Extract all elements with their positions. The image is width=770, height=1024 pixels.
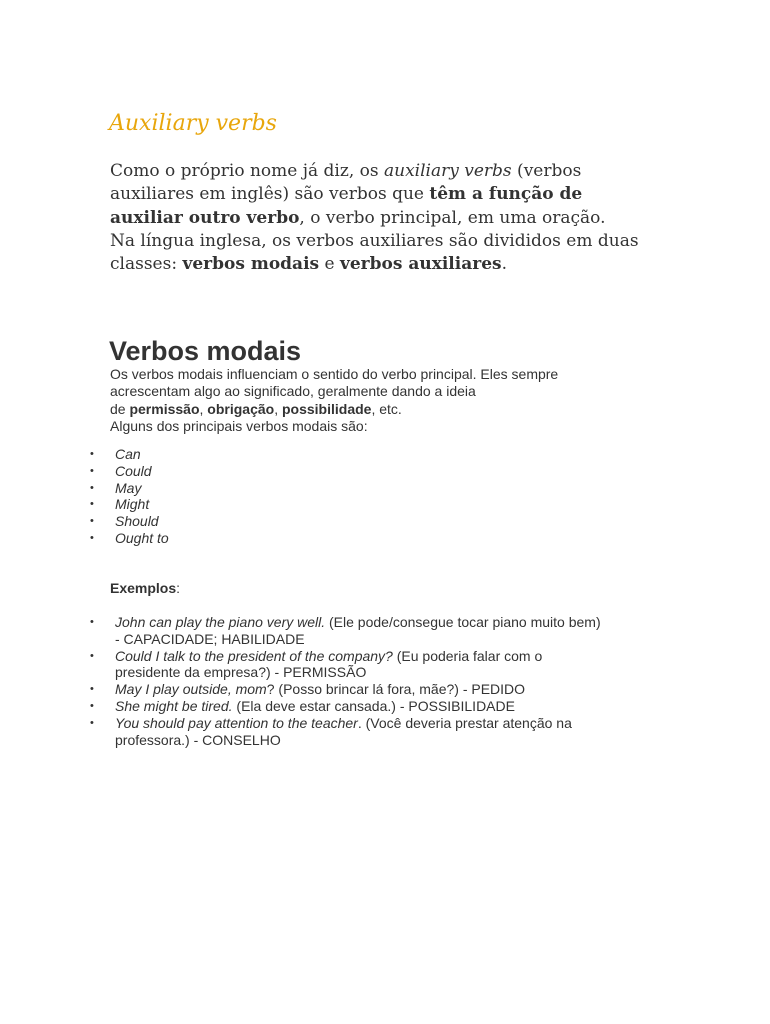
example-line <box>115 648 700 665</box>
exemplos-heading <box>110 580 180 597</box>
modais-bold: possibilidade <box>281 400 372 417</box>
intro-text: classes: <box>110 254 183 275</box>
verb-label: Can <box>115 446 141 462</box>
intro-text: auxiliares em inglês) são verbos que <box>110 184 430 205</box>
example-line: professora.) - CONSELHO <box>115 731 281 748</box>
bullet-icon: • <box>90 481 94 494</box>
bullet-icon: • <box>90 616 94 628</box>
modais-text: , <box>274 400 282 417</box>
example-translation: (Eu poderia falar com o <box>392 647 543 664</box>
modais-line-2: acrescentam algo ao significado, geralmente dando a ideia <box>110 383 476 400</box>
intro-line-4: Na língua inglesa, os verbos auxiliares são divididos em duas <box>110 230 639 251</box>
modais-bold: permissão <box>129 400 200 417</box>
examples-list <box>0 614 700 748</box>
bullet-icon: • <box>90 448 94 460</box>
exemplos-label: Exemplos <box>110 580 177 596</box>
example-english: She might be tired. <box>115 697 233 714</box>
modal-verbs-list <box>0 446 169 547</box>
bullet-icon: • <box>90 649 94 662</box>
intro-text: . <box>501 254 507 275</box>
intro-emphasis: auxiliary verbs <box>384 161 512 181</box>
bullet-icon: • <box>90 464 94 477</box>
intro-text: e <box>319 254 340 275</box>
modais-text: de <box>110 400 130 417</box>
list-item <box>0 698 700 715</box>
intro-line-2 <box>110 183 750 206</box>
example-english: Could I talk to the president of the company? <box>115 647 393 664</box>
modais-line-1: Os verbos modais influenciam o sentido do verbo principal. Eles sempre <box>110 366 559 382</box>
bullet-icon: • <box>90 515 94 528</box>
bullet-icon: • <box>90 716 94 729</box>
modais-description <box>110 366 730 435</box>
intro-text: , o verbo principal, em uma oração. <box>299 207 606 228</box>
list-item <box>0 496 169 513</box>
intro-bold: auxiliar outro verbo <box>110 207 300 228</box>
intro-bold: verbos auxiliares <box>339 254 502 275</box>
intro-text: Como o próprio nome já diz, os <box>110 161 384 181</box>
example-line <box>115 698 700 715</box>
intro-bold: têm a função de <box>429 184 583 205</box>
intro-bold: verbos modais <box>182 254 320 275</box>
verb-label: Might <box>115 496 150 513</box>
list-item <box>0 614 700 648</box>
verb-label: Could <box>115 462 152 479</box>
exemplos-colon: : <box>176 580 181 596</box>
modais-bold: obrigação <box>207 400 275 417</box>
list-item <box>0 681 700 698</box>
bullet-icon: • <box>90 699 94 712</box>
intro-text: (verbos <box>511 161 582 181</box>
example-line <box>115 614 700 631</box>
intro-line-5 <box>110 253 750 276</box>
bullet-icon: • <box>90 498 94 511</box>
list-item <box>0 715 700 749</box>
list-item <box>0 648 700 682</box>
example-line: - CAPACIDADE; HABILIDADE <box>115 630 305 647</box>
intro-line-1 <box>110 160 750 183</box>
modais-text: , <box>199 400 208 417</box>
example-translation: (Ele pode/consegue tocar piano muito bem) <box>325 614 601 630</box>
example-english: You should pay attention to the teacher <box>115 714 358 731</box>
example-line <box>115 715 700 732</box>
verb-label: Ought to <box>115 529 169 546</box>
list-item <box>0 463 169 480</box>
bullet-icon: • <box>90 683 94 696</box>
list-item <box>0 480 169 497</box>
list-item <box>0 513 169 530</box>
intro-paragraph <box>110 160 750 276</box>
example-translation: . (Você deveria prestar atenção na <box>357 714 572 731</box>
example-translation: (Ela deve estar cansada.) - POSSIBILIDADE <box>232 697 515 714</box>
bullet-icon: • <box>90 531 94 544</box>
page-title: Auxiliary verbs <box>109 111 277 136</box>
list-item <box>0 530 169 547</box>
verb-label: May <box>115 479 142 496</box>
example-english: John can play the piano very well. <box>115 614 326 630</box>
section-heading-modais: Verbos modais <box>109 336 302 366</box>
example-line <box>115 681 700 698</box>
list-item <box>0 446 169 463</box>
example-line: presidente da empresa?) - PERMISSÃO <box>115 664 367 681</box>
modais-text: , etc. <box>371 400 402 417</box>
example-english: May I play outside, mom <box>115 681 267 698</box>
modais-line-4: Alguns dos principais verbos modais são: <box>110 417 368 434</box>
example-translation: ? (Posso brincar lá fora, mãe?) - PEDIDO <box>266 681 526 698</box>
verb-label: Should <box>115 513 159 530</box>
modais-line-3 <box>110 401 730 418</box>
intro-line-3 <box>110 207 750 230</box>
